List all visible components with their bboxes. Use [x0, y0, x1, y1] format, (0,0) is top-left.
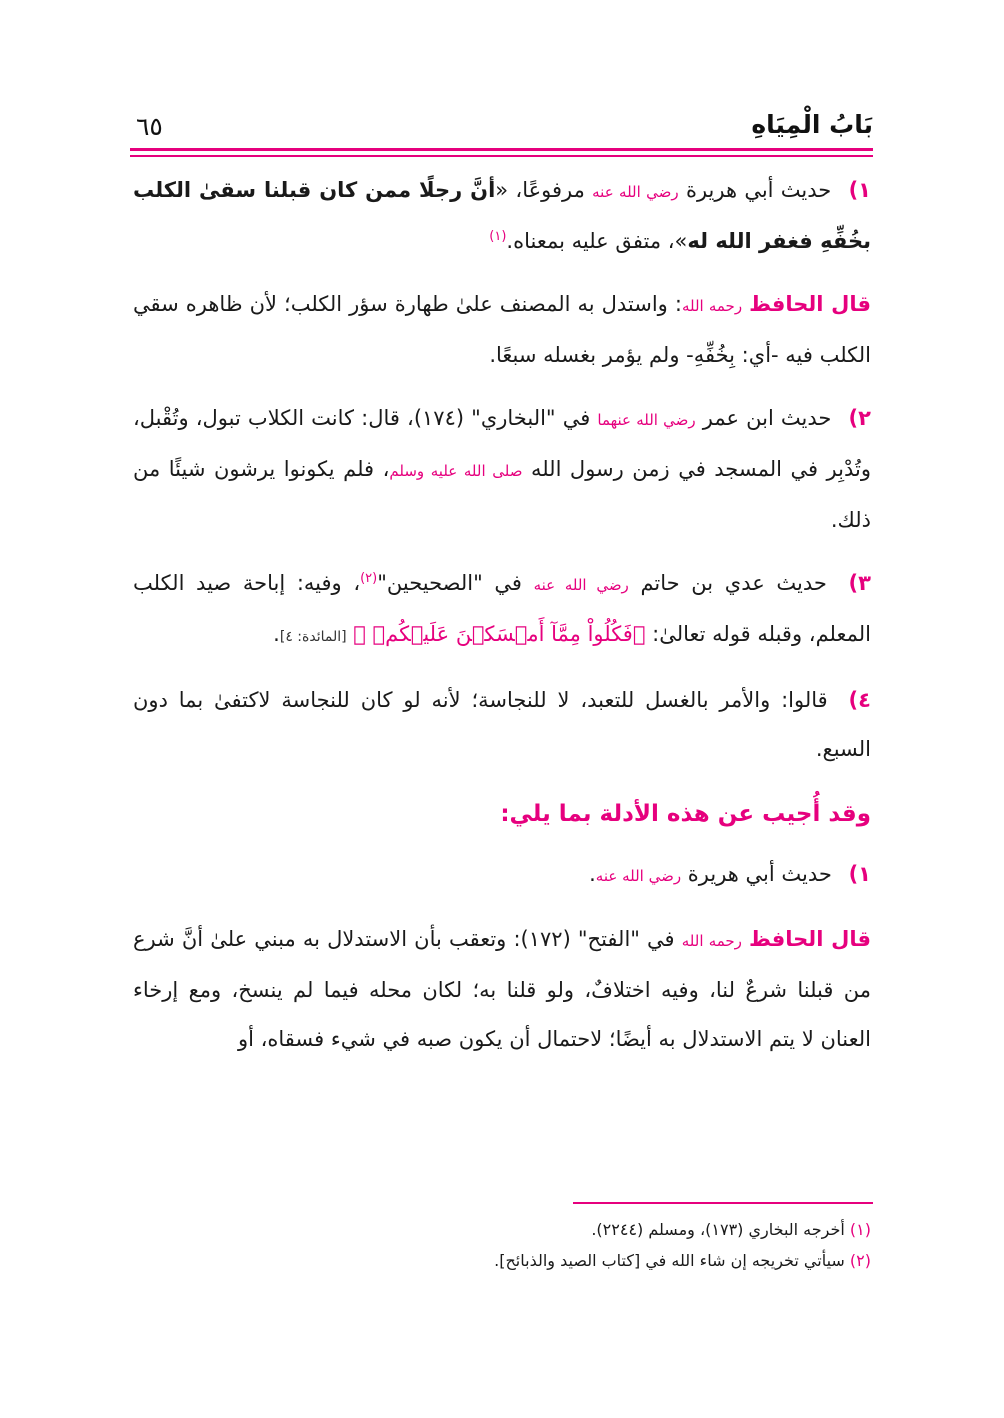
text-run: في "الفتح" (١٧٢): وتعقب بأن الاستدلال به مبني علىٰ أنَّ شرع من قبلنا شرعٌ لنا، وفيه اختلافٌ، ولو قلنا به؛ لكان محله فيما لم ينسخ، ومع إرخاء العنان لا يتم الاستدلال به أيضًا؛ لاحتمال أن يكون صبه في شيء فسقاه، أو	[133, 927, 871, 1051]
text-run: قالوا: والأمر بالغسل للتعبد، لا للنجاسة؛ لأنه لو كان للنجاسة لاكتفىٰ بما دون السبع.	[133, 688, 871, 761]
text-run: حديث أبي هريرة	[685, 178, 832, 202]
item-number: ٢)	[848, 406, 871, 430]
speaker-label: قال الحافظ	[749, 927, 871, 951]
text-run: .	[273, 622, 280, 646]
text-run: في "الصحيحين"	[377, 571, 522, 595]
text-run: .	[589, 862, 596, 886]
text-run: في "البخاري" (١٧٤)، قال: كانت الكلاب تبول، وتُقْبل، وتُدْبِر في المسجد في زمن رسول الله	[133, 406, 871, 481]
footnote-item	[133, 1214, 871, 1245]
paragraph-5	[133, 676, 871, 774]
paragraph-1	[133, 166, 871, 266]
page-number: ٦٥	[136, 112, 163, 141]
honorific-glyph: رضي الله عنه	[533, 576, 629, 594]
footnote-number: (١)	[849, 1220, 871, 1239]
footnote-separator	[573, 1202, 873, 1204]
item-number: ٣)	[848, 571, 871, 595]
text-run: حديث أبي هريرة	[687, 862, 832, 886]
honorific-glyph: رحمه الله	[681, 297, 743, 315]
footnotes	[133, 1214, 871, 1276]
section-heading: وقد أُجيب عن هذه الأدلة بما يلي:	[500, 801, 871, 827]
footnote-ref-2[interactable]: (٢)	[360, 571, 378, 586]
item-number: ١)	[848, 178, 871, 202]
honorific-glyph: صلى الله عليه وسلم	[389, 462, 523, 480]
text-run: حديث عدي بن حاتم	[640, 571, 827, 595]
paragraph-6	[133, 850, 871, 901]
main-text	[133, 166, 871, 1078]
footnote-text: سيأتي تخريجه إن شاء الله في [كتاب الصيد والذبائح].	[494, 1251, 845, 1270]
text-run: ، وفيه: إباحة صيد الكلب المعلم، وقبله قوله تعالىٰ:	[133, 571, 871, 646]
text-run: : واستدل به المصنف علىٰ طهارة سؤر الكلب؛ لأن ظاهره سقي الكلب فيه -أي: بِخُفِّهِ- ولم يؤمر بغسله سبعًا.	[133, 292, 871, 367]
honorific-glyph: رحمه الله	[681, 932, 742, 950]
speaker-label: قال الحافظ	[749, 292, 872, 316]
honorific-glyph: رضي الله عنهما	[597, 411, 696, 429]
running-header	[130, 104, 873, 146]
header-rule-thick	[130, 148, 873, 151]
text-run: حديث ابن عمر	[702, 406, 832, 430]
footnote-number: (٢)	[849, 1251, 871, 1270]
footnote-ref-1[interactable]: (١)	[489, 229, 507, 244]
honorific-glyph: رضي الله عنه	[592, 183, 679, 201]
hadith-quote: أنَّ رجلًا ممن كان قبلنا سقىٰ الكلب بخُفِّهِ فغفر الله له	[133, 178, 871, 253]
footnote-text: أخرجه البخاري (١٧٣)، ومسلم (٢٢٤٤).	[591, 1220, 845, 1239]
text-run: ، فلم يكونوا يرشون شيئًا من ذلك.	[133, 457, 871, 532]
verse-reference: [المائدة: ٤]	[279, 629, 347, 645]
item-number: ١)	[848, 862, 871, 886]
footnote-item	[133, 1245, 871, 1276]
item-number: ٤)	[848, 688, 871, 712]
paragraph-3	[133, 394, 871, 545]
text-run: مرفوعًا، «	[495, 178, 585, 202]
text-run: »، متفق عليه بمعناه.	[506, 229, 688, 253]
paragraph-4	[133, 559, 871, 662]
paragraph-2	[133, 280, 871, 380]
paragraph-7	[133, 915, 871, 1064]
honorific-glyph: رضي الله عنه	[595, 867, 682, 885]
chapter-title: بَابُ الْمِيَاهِ	[751, 110, 873, 139]
header-rule-thin	[130, 155, 873, 157]
quran-verse: ﴿فَكُلُواْ مِمَّآ أَمۡسَكۡنَ عَلَيۡكُمۡ ﴾	[353, 622, 646, 646]
